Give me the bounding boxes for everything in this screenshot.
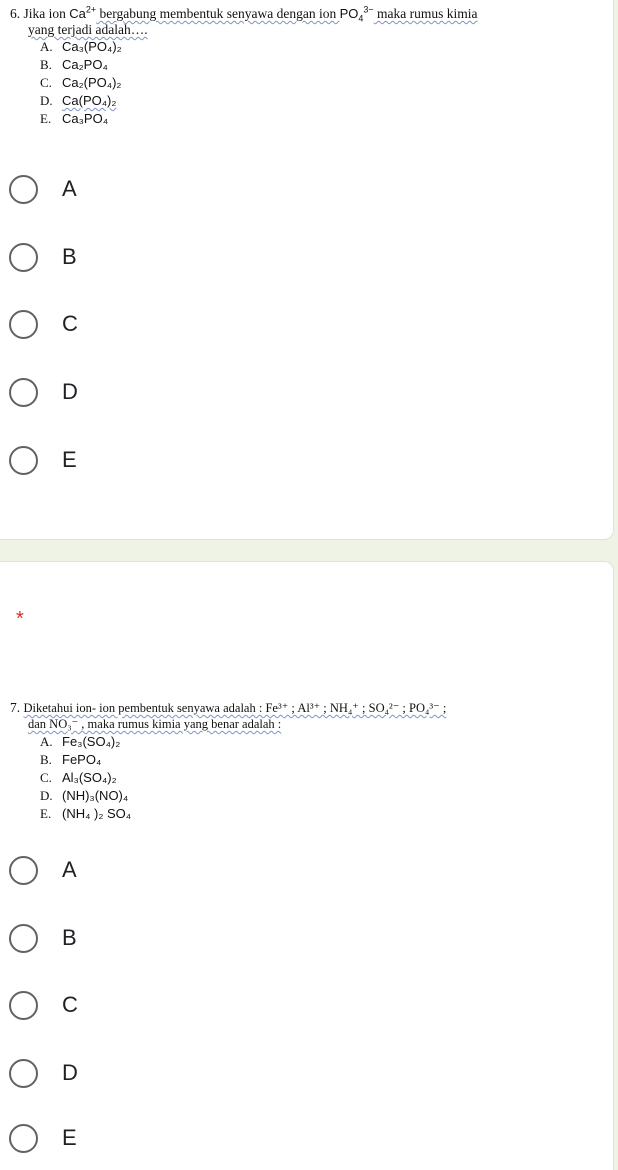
radio-option-b[interactable] [9,920,77,956]
question-text: bergabung membentuk senyawa dengan ion [96,6,340,21]
radio-circle[interactable] [9,856,38,885]
radio-option-a[interactable] [9,171,77,207]
radio-circle[interactable] [9,378,38,407]
radio-circle[interactable] [9,1059,38,1088]
radio-circle[interactable] [9,310,38,339]
radio-option-label: B [62,244,77,269]
answer-choice: A. Fe₃(SO₄)₂ [40,734,121,749]
answer-choice: E. (NH₄ )₂ SO₄ [40,806,132,821]
answer-choice: E. Ca₃PO₄ [40,111,109,126]
radio-option-label: B [62,925,77,950]
radio-circle[interactable] [9,1124,38,1153]
answer-choice: C. Ca₂(PO₄)₂ [40,75,122,90]
question-number: 6. [10,6,21,21]
radio-circle[interactable] [9,446,38,475]
question-text: dan NO₃⁻ , maka rumus kimia yang benar adalah : [28,717,282,731]
radio-option-e[interactable] [9,1120,77,1156]
radio-option-d[interactable] [9,374,78,410]
answer-choice: D. (NH)₃(NO)₄ [40,788,129,803]
radio-option-c[interactable] [9,987,78,1023]
question-text: maka rumus kimia [373,6,478,21]
answer-choice: A. Ca₃(PO₄)₂ [40,39,122,54]
radio-option-label: D [62,379,78,404]
radio-option-d[interactable] [9,1055,78,1091]
radio-option-label: A [62,857,77,882]
ion-formula: $PO_4^{3-}$ [339,4,374,24]
question-6-text [10,6,478,38]
radio-option-label: C [62,311,78,336]
radio-option-label: E [62,447,77,472]
question-number: 7. [10,700,21,715]
radio-option-label: D [62,1060,78,1085]
required-asterisk: * [16,608,24,630]
radio-option-label: A [62,176,77,201]
answer-choice: D. Ca(PO₄)₂ [40,93,117,108]
answer-choice: B. Ca₂PO₄ [40,57,108,72]
question-7-card [0,561,614,1170]
answer-choice: C. Al₃(SO₄)₂ [40,770,117,785]
radio-circle[interactable] [9,991,38,1020]
radio-option-a[interactable] [9,852,77,888]
radio-option-label: C [62,992,78,1017]
ion-formula: $Ca^{2+}$ [69,4,97,21]
answer-choice: B. FePO₄ [40,752,102,767]
question-text: Diketahui ion- ion pembentuk senyawa adalah : Fe³⁺ ; Al³⁺ ; NH₄⁺ ; SO₄²⁻ ; PO₄³⁻ ; [23,701,447,715]
question-7-text [10,700,446,732]
radio-circle[interactable] [9,175,38,204]
radio-option-e[interactable] [9,442,77,478]
radio-option-b[interactable] [9,239,77,275]
question-6-card [0,0,614,540]
radio-option-label: E [62,1125,77,1150]
radio-option-c[interactable] [9,306,78,342]
radio-circle[interactable] [9,924,38,953]
question-text: Jika ion [23,6,70,21]
radio-circle[interactable] [9,243,38,272]
question-text: yang terjadi adalah…. [28,22,148,37]
